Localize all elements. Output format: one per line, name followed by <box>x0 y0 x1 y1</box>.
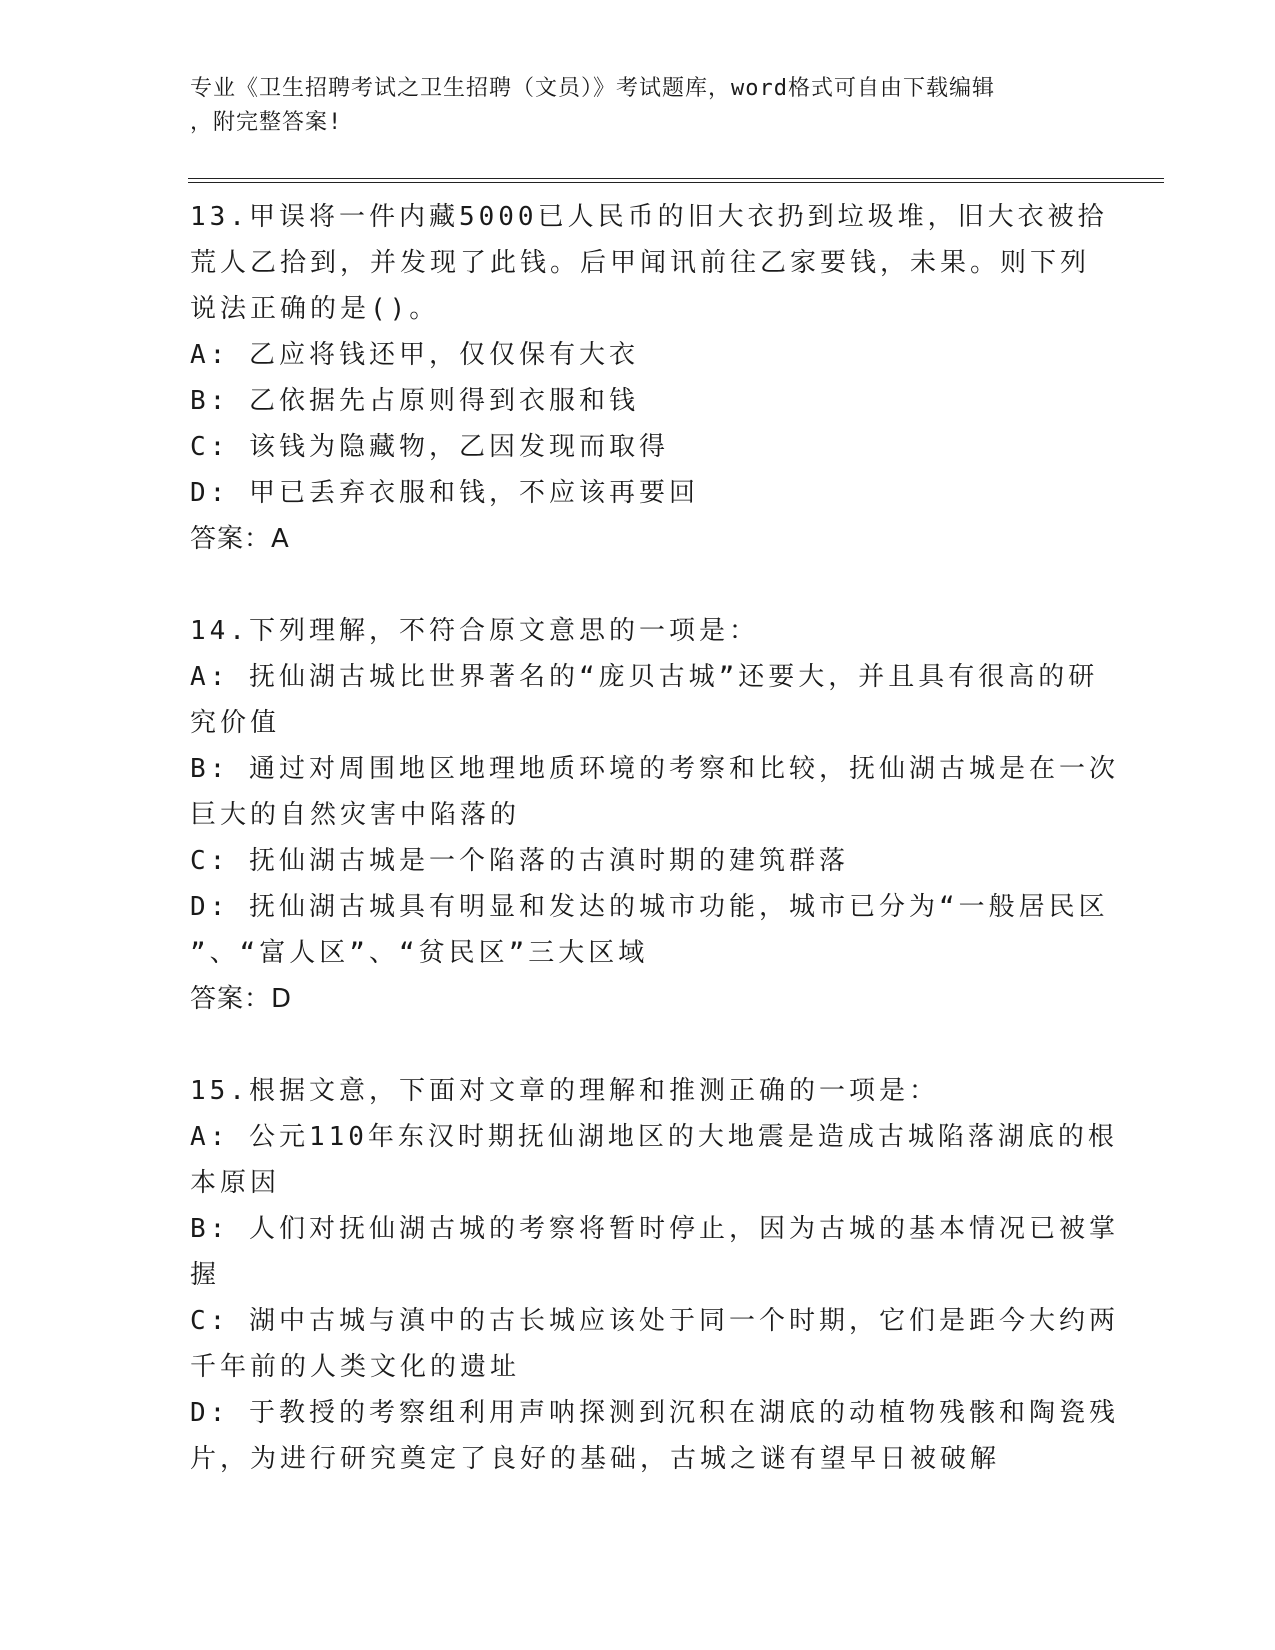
option-c: C: 该钱为隐藏物，乙因发现而取得 <box>190 432 669 462</box>
option-a: A: 乙应将钱还甲，仅仅保有大衣 <box>190 340 639 370</box>
question-list <box>190 194 1119 1482</box>
question-15 <box>190 1068 1119 1482</box>
option-d: D: 甲已丢弃衣服和钱，不应该再要回 <box>190 478 699 508</box>
option-a-continued: 本原因 <box>190 1168 281 1198</box>
option-d: D: 抚仙湖古城具有明显和发达的城市功能，城市已分为“一般居民区 <box>190 892 1109 922</box>
answer-label: 答案：D <box>190 984 293 1014</box>
spacer <box>190 1022 1090 1068</box>
option-c: C: 抚仙湖古城是一个陷落的古滇时期的建筑群落 <box>190 846 849 876</box>
header-line-1: 专业《卫生招聘考试之卫生招聘（文员）》考试题库，word格式可自由下载编辑 <box>190 76 995 101</box>
option-a-continued: 究价值 <box>190 708 281 738</box>
option-d-continued: ”、“富人区”、“贫民区”三大区域 <box>190 938 649 968</box>
question-stem-line: 14.下列理解，不符合原文意思的一项是： <box>190 616 759 646</box>
option-d-continued: 片，为进行研究奠定了良好的基础，古城之谜有望早日被破解 <box>190 1444 1001 1474</box>
question-stem-line: 说法正确的是()。 <box>190 294 440 324</box>
header-line-2: ，附完整答案! <box>190 110 343 135</box>
option-b: B: 乙依据先占原则得到衣服和钱 <box>190 386 639 416</box>
option-d: D: 于教授的考察组利用声呐探测到沉积在湖底的动植物残骸和陶瓷残 <box>190 1398 1119 1428</box>
option-a: A: 公元110年东汉时期抚仙湖地区的大地震是造成古城陷落湖底的根 <box>190 1122 1118 1152</box>
question-stem-line: 15.根据文意，下面对文章的理解和推测正确的一项是： <box>190 1076 939 1106</box>
question-13 <box>190 194 1108 562</box>
spacer <box>190 562 1090 608</box>
option-b-continued: 巨大的自然灾害中陷落的 <box>190 800 521 830</box>
option-b: B: 人们对抚仙湖古城的考察将暂时停止，因为古城的基本情况已被掌 <box>190 1214 1119 1244</box>
question-14 <box>190 608 1119 1022</box>
page-header <box>190 72 1080 140</box>
option-c-continued: 千年前的人类文化的遗址 <box>190 1352 521 1382</box>
question-stem-line: 荒人乙拾到，并发现了此钱。后甲闻讯前往乙家要钱，未果。则下列 <box>190 248 1091 278</box>
option-c: C: 湖中古城与滇中的古长城应该处于同一个时期，它们是距今大约两 <box>190 1306 1119 1336</box>
question-stem-line: 13.甲误将一件内藏5000已人民币的旧大衣扔到垃圾堆，旧大衣被拾 <box>190 202 1108 232</box>
option-b-continued: 握 <box>190 1260 221 1290</box>
answer-label: 答案：A <box>190 524 290 554</box>
option-a: A: 抚仙湖古城比世界著名的“庞贝古城”还要大，并且具有很高的研 <box>190 662 1099 692</box>
option-b: B: 通过对周围地区地理地质环境的考察和比较，抚仙湖古城是在一次 <box>190 754 1119 784</box>
header-divider <box>188 178 1164 183</box>
